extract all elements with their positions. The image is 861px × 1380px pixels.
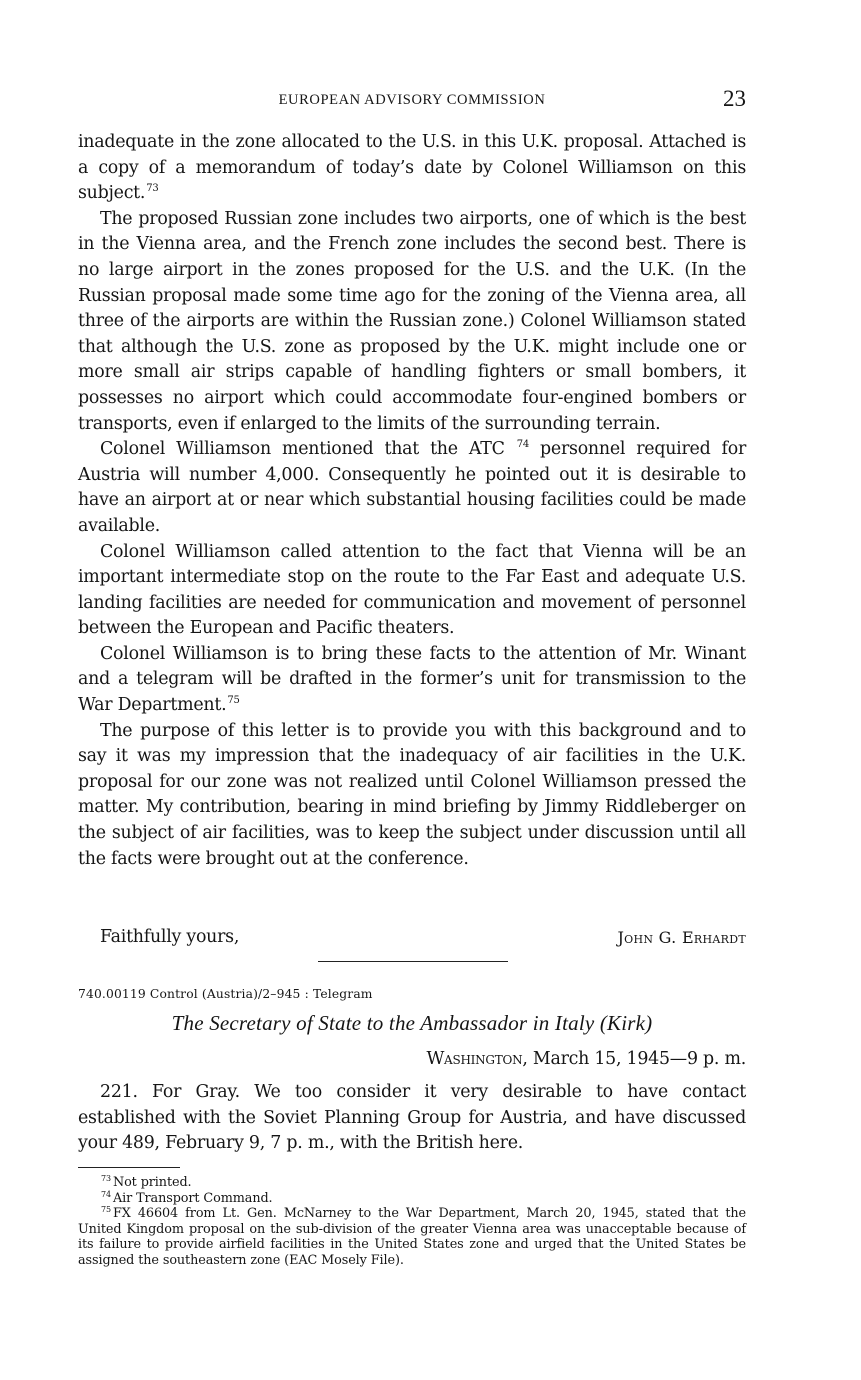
paragraph-text: The proposed Russian zone includes two airports, one of which is the best in the Vienna area, and the French zone includes the second best. There is no large airport in the zones proposed for the U.S. and the U.K. (In the Russian proposal made some time ago for the zoning of the Vienna area, all three of the airports are within the Russian zone.) Colonel Williamson stated that although the U.S. zone as proposed by the U.K. might include one or more small air strips capable of handling fighters or small bombers, it possesses no airport which could accommodate four-engined bombers or transports, even if enlarged to the limits of the surrounding terrain. xyxy=(78,208,746,434)
paragraph-text: The purpose of this letter is to provide you with this background and to say it was my impression that the inadequacy of air facilities in the U.K. proposal for our zone was not realized until Colonel Williamson pressed the matter. My contribution, bearing in mind briefing by Jimmy Riddleberger on the subject of air facilities, was to keep the subject under discussion until all the facts were brought out at the conference. xyxy=(78,720,746,869)
footnote-ref-73: 73 xyxy=(146,183,159,195)
footnote-73 xyxy=(78,1175,746,1191)
dateline xyxy=(426,1049,746,1069)
dateline-date: , March 15, 1945—9 p. m. xyxy=(522,1049,746,1069)
document-title: The Secretary of State to the Ambassador in Italy (Kirk) xyxy=(171,1011,653,1035)
letter-paragraph xyxy=(78,207,746,437)
paragraph-text: inadequate in the zone allocated to the U.S. in this U.K. proposal. Attached is a copy of a memorandum of today’s date by Colonel Williamson on this subject. xyxy=(78,132,746,204)
footnote-number: 73 xyxy=(101,1174,111,1183)
letter-paragraph xyxy=(78,719,746,873)
paragraph-text: Colonel Williamson called attention to the fact that Vienna will be an important intermediate stop on the route to the Far East and adequate U.S. landing facilities are needed for communication and movement of personnel between the European and Pacific theaters. xyxy=(78,541,746,639)
paragraph-text: Colonel Williamson is to bring these facts to the attention of Mr. Winant and a telegram will be drafted in the former’s unit for transmission to the War Department. xyxy=(78,643,746,716)
signer-name: John G. Erhardt xyxy=(617,928,746,947)
closing: Faithfully yours, xyxy=(100,927,240,947)
letter-paragraph xyxy=(78,437,746,539)
page-number: 23 xyxy=(723,86,746,111)
paragraph-text: personnel required for Austria will number 4,000. Consequently he pointed out it is desirable to have an airport at or near which substantial housing facilities could be made available. xyxy=(78,439,747,536)
letter-paragraph xyxy=(78,540,746,642)
section-divider xyxy=(318,961,508,962)
paragraph-text: Colonel Williamson mentioned that the ATC xyxy=(100,439,505,460)
footnote-74 xyxy=(78,1191,746,1207)
dateline-place: Washington xyxy=(426,1049,523,1069)
footnote-text: Air Transport Command. xyxy=(112,1190,273,1206)
telegram-paragraph: 221. For Gray. We too consider it very desirable to have contact established with the Soviet Planning Group for Austria, and have discussed your 489, February 9, 7 p. m., with the British here. xyxy=(78,1082,746,1154)
footnotes xyxy=(78,1175,746,1269)
file-reference: 740.00119 Control (Austria)/2–945 : Telegram xyxy=(78,987,373,1001)
footnote-number: 74 xyxy=(101,1189,111,1199)
signoff xyxy=(100,927,746,953)
letter-body xyxy=(78,130,746,872)
running-head xyxy=(78,86,746,116)
letter-paragraph xyxy=(78,130,746,207)
letter-paragraph xyxy=(78,642,746,719)
footnote-text: Not printed. xyxy=(112,1175,192,1190)
telegram-body xyxy=(78,1080,746,1157)
footnote-divider xyxy=(78,1167,180,1168)
footnote-ref-74: 74 xyxy=(516,439,529,451)
footnote-ref-75: 75 xyxy=(227,695,240,707)
footnote-text: FX 46604 from Lt. Gen. McNarney to the War Department, March 20, 1945, stated that the United Kingdom proposal on the sub-division of the greater Vienna area was unacceptable because of its failure to provide airfield facilities in the United States zone and urged that the United States be assigned the southeastern zone (EAC Mosely File). xyxy=(78,1206,746,1268)
running-title: EUROPEAN ADVISORY COMMISSION xyxy=(278,92,546,108)
footnote-number: 75 xyxy=(101,1205,111,1215)
footnote-75 xyxy=(78,1206,746,1268)
